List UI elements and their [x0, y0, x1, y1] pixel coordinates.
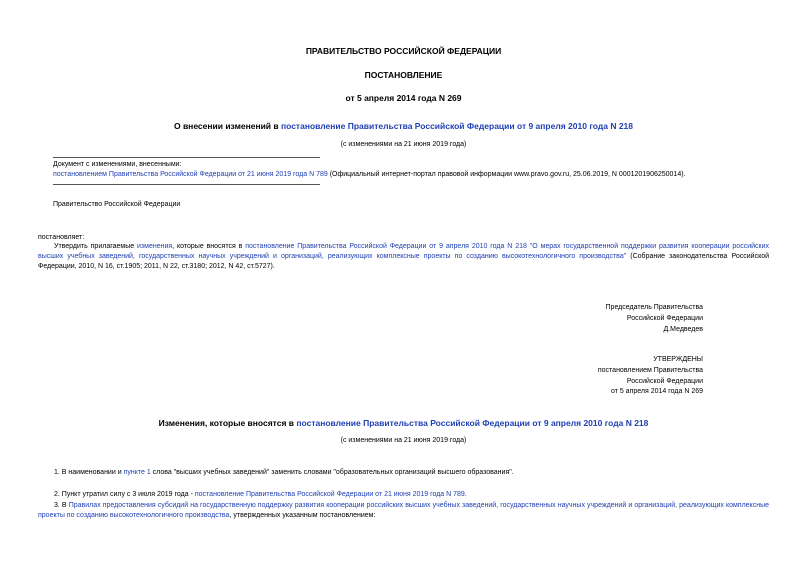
changes-title-link[interactable]: постановление Правительства Российской Федерации от 9 апреля 2010 года N 218 — [296, 418, 649, 428]
changes-label: Документ с изменениями, внесенными: — [53, 161, 182, 168]
document-type: ПОСТАНОВЛЕНИЕ — [364, 70, 443, 80]
changes-title — [0, 418, 807, 428]
change-item-2 — [54, 490, 769, 500]
paragraph-approve — [38, 242, 769, 272]
title-prefix: О внесении изменений в — [173, 121, 281, 131]
changes-bottom-rule — [53, 184, 320, 185]
document-title — [0, 121, 807, 131]
approved-line-1: УТВЕРЖДЕНЫ — [653, 356, 703, 363]
signature-line-2: Российской Федерации — [626, 315, 703, 322]
approved-line-2: постановлением Правительства — [597, 367, 703, 374]
change-item-1 — [54, 468, 769, 478]
item1-link[interactable]: пункте 1 — [123, 469, 151, 476]
item1-text-b: слова "высших учебных заведений" заменить словами "образовательных организаций высшего образования". — [150, 469, 514, 476]
item2-link[interactable]: постановление Правительства Российской Федерации от 21 июня 2019 года N 789 — [194, 491, 465, 498]
changes-title-prefix: Изменения, которые вносятся в — [158, 418, 297, 428]
approved-line-3: Российской Федерации — [626, 378, 703, 385]
title-link[interactable]: постановление Правительства Российской Федерации от 9 апреля 2010 года N 218 — [280, 121, 633, 131]
item3-text-a: 3. В — [54, 502, 69, 509]
resolves-word: постановляет: — [38, 234, 85, 241]
p1-text-c: (Собрание законодательства Российской Федерации, 2010, N 16, ст.1905; 2011, N 22, ст.3180; 2012, N 42, ст.5727). — [38, 253, 770, 270]
document-date: от 5 апреля 2014 года N 269 — [345, 93, 462, 103]
signature-line-1: Председатель Правительства — [605, 304, 703, 311]
item2-text-b: . — [464, 491, 467, 498]
changes-link[interactable]: постановлением Правительства Российской Федерации от 21 июня 2019 года N 789 — [53, 171, 328, 178]
change-item-3 — [38, 501, 769, 521]
changes-source — [53, 170, 773, 180]
changes-revision: (с изменениями на 21 июня 2019 года) — [340, 437, 467, 444]
changes-top-rule — [53, 157, 320, 158]
changes-source-text: (Официальный интернет-портал правовой информации www.pravo.gov.ru, 25.06.2019, N 0001201906250014). — [327, 171, 686, 178]
item2-text-a: 2. Пункт утратил силу с 3 июля 2019 года - — [54, 491, 195, 498]
issuer: Правительство Российской Федерации — [53, 201, 181, 208]
item3-text-b: , утвержденных указанным постановлением: — [229, 512, 376, 519]
government-heading: ПРАВИТЕЛЬСТВО РОССИЙСКОЙ ФЕДЕРАЦИИ — [305, 46, 502, 56]
item3-link[interactable]: Правилах предоставления субсидий на государственную поддержку развития кооперации российских высших учебных заведений, государственных научных учреждений и организаций, реализующих комплексные проекты по созданию высокотехнологичного производства — [38, 502, 769, 519]
approved-line-4: от 5 апреля 2014 года N 269 — [610, 388, 703, 395]
p1-text-b: , которые вносятся в — [172, 243, 246, 250]
signature-line-3: Д.Медведев — [663, 326, 703, 333]
item1-text-a: 1. В наименовании и — [54, 469, 124, 476]
title-revision: (с изменениями на 21 июня 2019 года) — [340, 141, 467, 148]
p1-text-a: Утвердить прилагаемые — [54, 243, 138, 250]
p1-link-resolution[interactable]: постановление Правительства Российской Федерации от 9 апреля 2010 года N 218 "О мерах государственной поддержки развития кооперации российских высших учебных заведений, государственных научных учреждений и организаций, реализующих комплексные проекты по созданию высокотехнологичного производства" — [38, 243, 769, 260]
p1-link-changes[interactable]: изменения — [137, 243, 173, 250]
